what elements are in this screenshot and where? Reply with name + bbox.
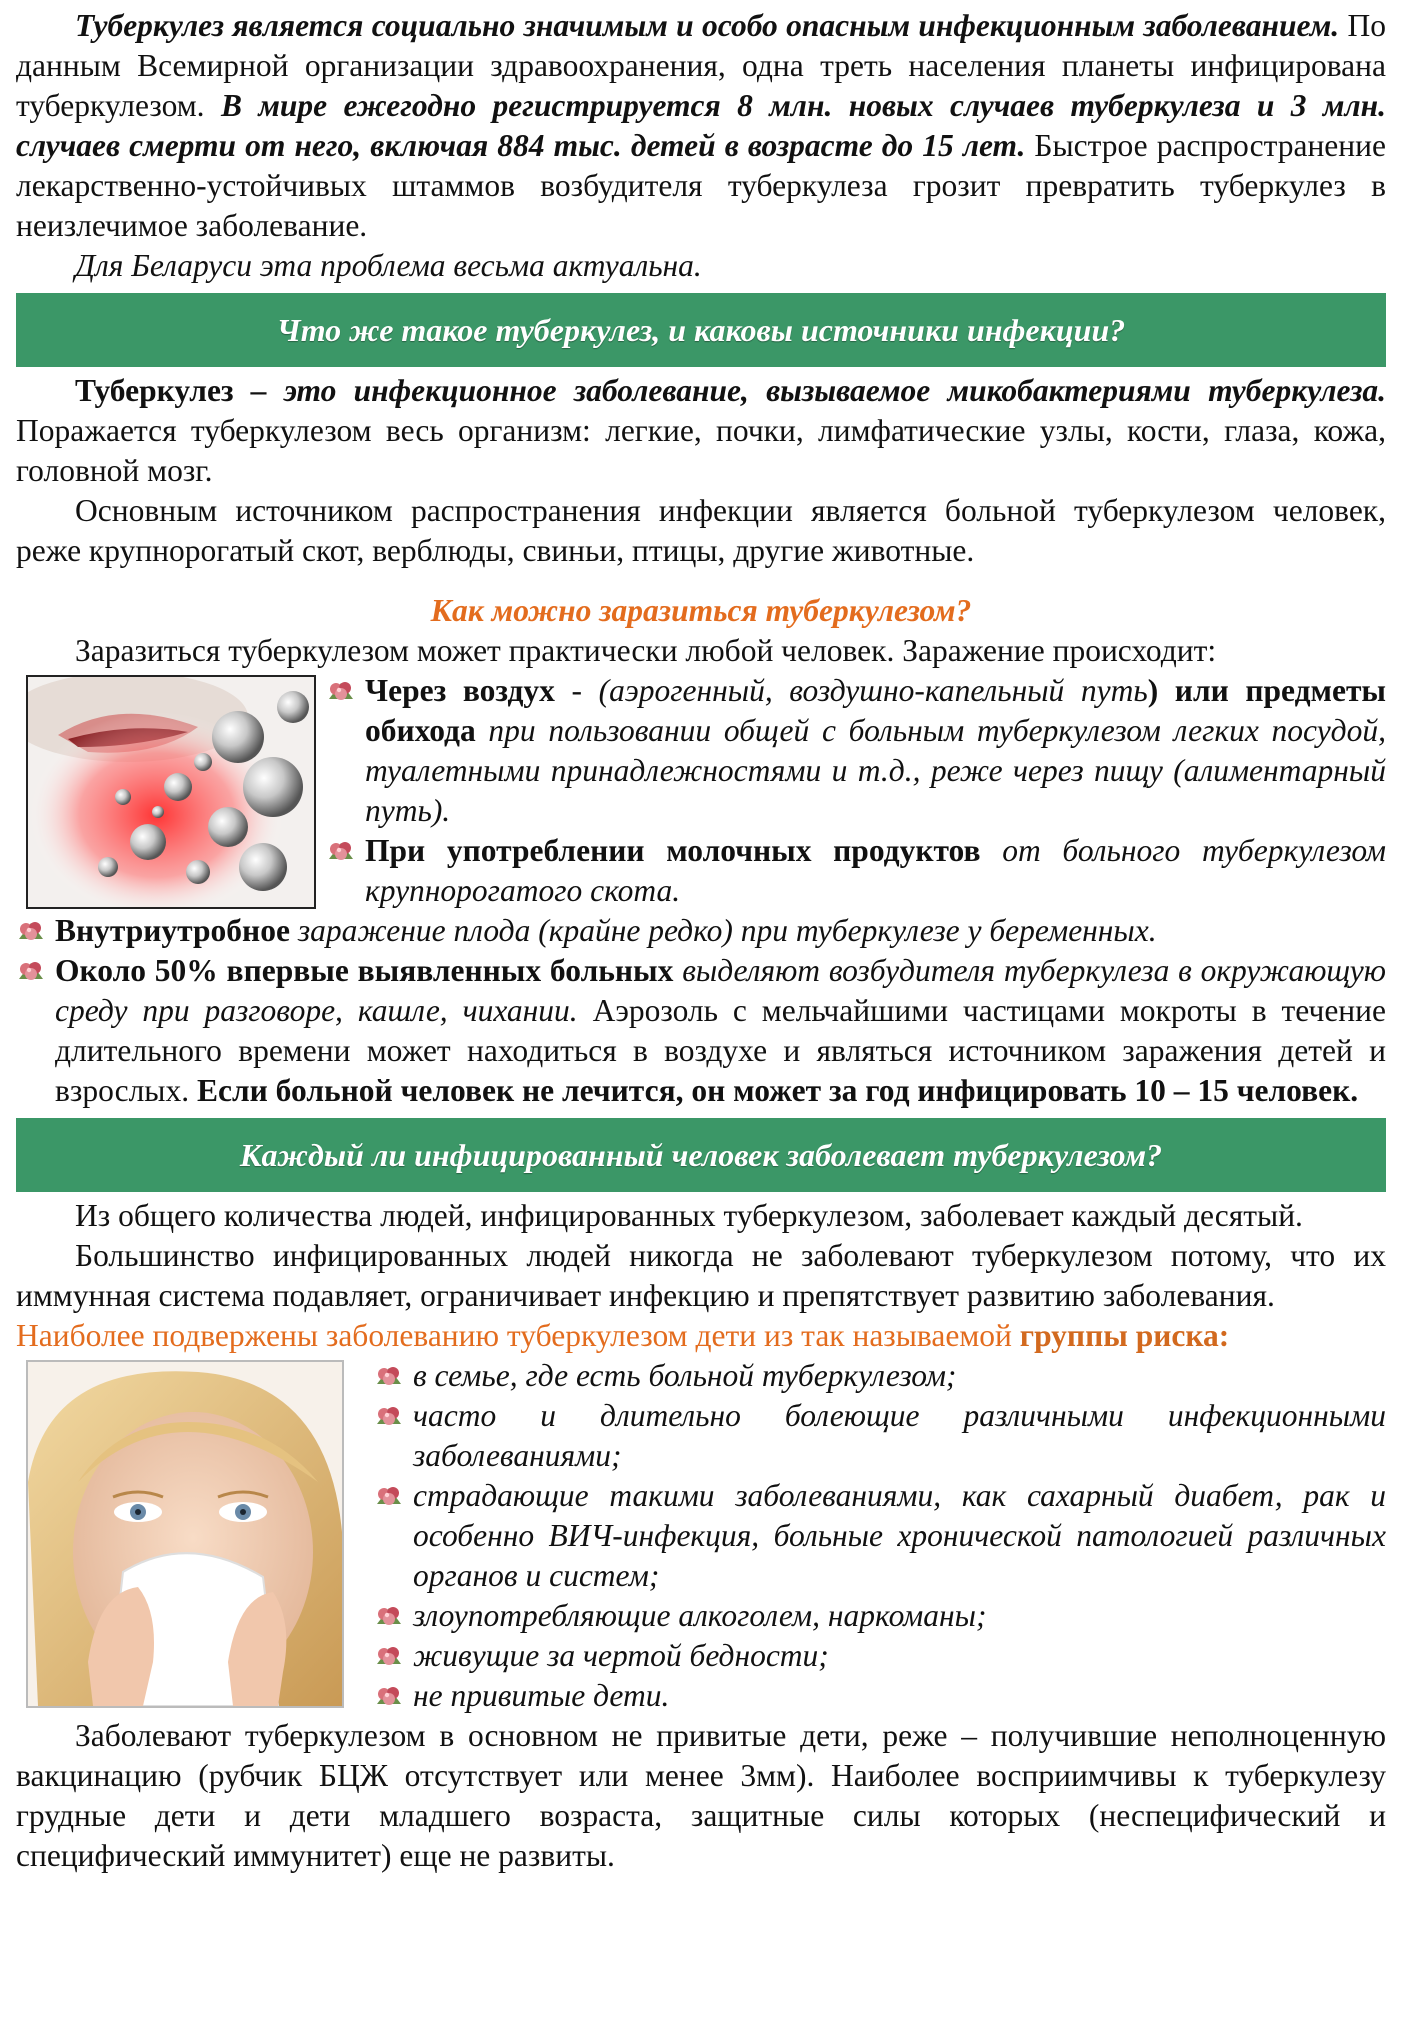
patients-desc: выделяют возбудителя туберкулеза в окружающую среду при разговоре, кашле, чихании.	[55, 953, 1386, 1028]
intro-bold-1: Туберкулез является социально значимым и особо опасным инфекционным заболеванием.	[75, 8, 1340, 43]
routes-list	[326, 671, 1386, 911]
risk-group-bold: группы риска:	[1019, 1318, 1230, 1353]
flower-bullet-icon	[374, 1404, 404, 1428]
flower-bullet-icon	[374, 1484, 404, 1508]
list-item	[374, 1476, 1386, 1596]
section1-banner: Что же такое туберкулез, и каковы источники инфекции?	[16, 293, 1386, 367]
aerosol-text: Аэрозоль с мельчайшими частицами мокроты в течение длительного времени может находиться в воздухе и являться источником заражения детей и взрослых.	[55, 993, 1386, 1108]
route-intrauterine-desc: заражение плода (крайне редко) при туберкулезе у беременных.	[289, 913, 1157, 948]
flower-bullet-icon	[16, 959, 46, 983]
intro-belarus: Для Беларуси эта проблема весьма актуальна.	[75, 248, 702, 283]
intro-text-2: Быстрое распространение лекарственно-устойчивых штаммов возбудителя туберкулеза грозит превратить туберкулез в неизлечимое заболевание.	[16, 128, 1386, 243]
risk-item-text: злоупотребляющие алкоголем, наркоманы;	[413, 1598, 987, 1633]
intro-text-1: По данным Всемирной организации здравоохранения, одна треть населения планеты инфицирована туберкулезом.	[16, 8, 1387, 123]
section2-heading: Как можно заразиться туберкулезом?	[430, 593, 972, 628]
section3-p1: Из общего количества людей, инфицированных туберкулезом, заболевает каждый десятый.	[75, 1198, 1303, 1233]
document-page	[16, 6, 1386, 1876]
flower-bullet-icon	[374, 1644, 404, 1668]
patients-label: Около 50% впервые выявленных больных	[55, 953, 674, 988]
list-item	[374, 1676, 1386, 1716]
section3-p2: Большинство инфицированных людей никогда не заболевают туберкулезом потому, что их иммунная система подавляет, ограничивает инфекцию и препятствует развитию заболевания.	[16, 1238, 1386, 1313]
list-item	[16, 911, 1386, 951]
risk-group-text: Наиболее подвержены заболеванию туберкулезом дети из так называемой	[16, 1318, 1020, 1353]
route-air-desc: (аэрогенный, воздушно-капельный путь	[598, 673, 1148, 708]
section3-banner: Каждый ли инфицированный человек заболевает туберкулезом?	[16, 1118, 1386, 1192]
list-item	[16, 951, 1386, 1111]
list-item	[326, 671, 1386, 831]
risk-list	[374, 1356, 1386, 1716]
tb-definition: – это инфекционное заболевание, вызываемое микобактериями туберкулеза.	[233, 373, 1386, 408]
section2-intro: Заразиться туберкулезом может практически любой человек. Заражение происходит:	[75, 633, 1217, 668]
flower-bullet-icon	[374, 1684, 404, 1708]
route-air-label: Через воздух	[365, 673, 555, 708]
list-item	[374, 1396, 1386, 1476]
route-dash: -	[554, 673, 599, 708]
risk-item-text: не привитые дети.	[413, 1678, 670, 1713]
section1-definition	[16, 371, 1386, 491]
tb-term: Туберкулез	[75, 373, 234, 408]
route-milk-desc: от больного туберкулезом крупнорогатого скота.	[365, 833, 1386, 908]
route-items-desc: при пользовании общей с больным туберкулезом легких посудой, туалетными принадлежностями и т.д., реже через пищу (алиментарный путь).	[365, 713, 1386, 828]
mouth-droplets-image	[26, 675, 316, 909]
list-item	[374, 1636, 1386, 1676]
intro-paragraph	[16, 6, 1386, 246]
flower-bullet-icon	[374, 1604, 404, 1628]
risk-item-text: страдающие такими заболеваниями, как сахарный диабет, рак и особенно ВИЧ-инфекция, больные хронической патологией различных органов и систем;	[413, 1478, 1386, 1593]
final-paragraph: Заболевают туберкулезом в основном не привитые дети, реже – получившие неполноценную вакцинацию (рубчик БЦЖ отсутствует или менее 3мм). Наиболее восприимчивы к туберкулезу грудные дети и дети младшего возраста, защитные силы которых (неспецифический и специфический иммунитет) еще не развиты.	[16, 1718, 1386, 1873]
untreated-warning: Если больной человек не лечится, он может за год инфицировать 10 – 15 человек.	[196, 1073, 1359, 1108]
list-item	[374, 1356, 1386, 1396]
route-milk-label: При употреблении молочных продуктов	[365, 833, 981, 868]
list-item	[374, 1596, 1386, 1636]
flower-bullet-icon	[326, 679, 356, 703]
risk-item-text: часто и длительно болеющие различными инфекционными заболеваниями;	[413, 1398, 1386, 1473]
risk-group-intro	[16, 1316, 1386, 1356]
list-item	[326, 831, 1386, 911]
risk-item-text: в семье, где есть больной туберкулезом;	[413, 1358, 957, 1393]
flower-bullet-icon	[374, 1364, 404, 1388]
flower-bullet-icon	[326, 839, 356, 863]
intro-bold-2: В мире ежегодно регистрируется 8 млн. новых случаев туберкулеза и 3 млн. случаев смерти от него, включая 884 тыс. детей в возрасте до 15 лет.	[16, 88, 1386, 163]
section1-sources: Основным источником распространения инфекции является больной туберкулезом человек, реже крупнорогатый скот, верблюды, свиньи, птицы, другие животные.	[16, 493, 1386, 568]
risk-group	[16, 1356, 1386, 1716]
infection-routes	[16, 671, 1386, 911]
route-items-label: ) или предметы обихода	[365, 673, 1387, 748]
risk-item-text: живущие за чертой бедности;	[413, 1638, 829, 1673]
child-sneezing-image	[26, 1360, 344, 1708]
route-intrauterine-label: Внутриутробное	[55, 913, 290, 948]
flower-bullet-icon	[16, 919, 46, 943]
tb-organs: Поражается туберкулезом весь организм: легкие, почки, лимфатические узлы, кости, глаза, кожа, головной мозг.	[16, 413, 1386, 488]
